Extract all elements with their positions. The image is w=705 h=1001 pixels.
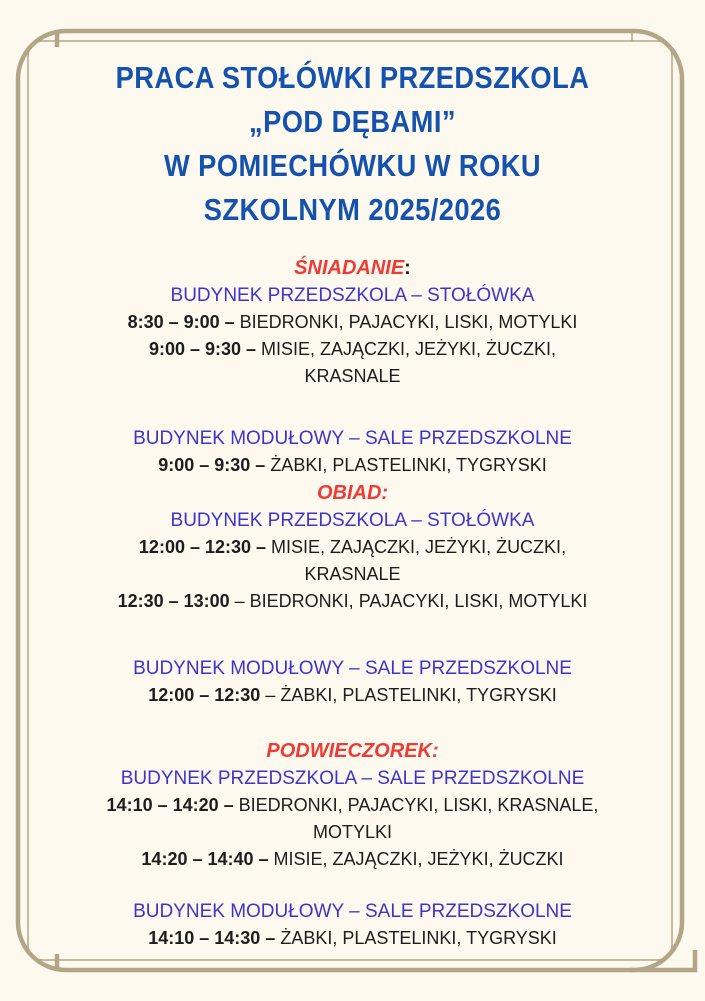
row-time: 12:00 – 12:30 – bbox=[138, 537, 267, 557]
row-groups: MISIE, ZAJĄCZKI, JEŻYKI, ŻUCZKI, bbox=[256, 339, 557, 359]
building-header: BUDYNEK MODUŁOWY – SALE PRZEDSZKOLNE bbox=[133, 901, 572, 922]
section-breakfast bbox=[0, 254, 705, 479]
meal-header-breakfast bbox=[0, 254, 705, 282]
block-lunch-modular bbox=[0, 655, 705, 709]
row-time: 14:10 – 14:20 – bbox=[106, 795, 234, 815]
row-time: 14:20 – 14:40 – bbox=[141, 849, 269, 869]
title-line-2: „POD DĘBAMI” bbox=[249, 104, 456, 139]
title-line-4: SZKOLNYM 2025/2026 bbox=[203, 192, 502, 227]
row-groups: ŻABKI, PLASTELINKI, TYGRYSKI bbox=[265, 455, 547, 475]
schedule-row bbox=[0, 309, 705, 336]
schedule-row bbox=[0, 336, 705, 363]
section-snack bbox=[0, 737, 705, 952]
block-breakfast-main bbox=[0, 282, 705, 390]
building-header: BUDYNEK MODUŁOWY – SALE PRZEDSZKOLNE bbox=[133, 428, 572, 449]
schedule-row bbox=[0, 534, 705, 561]
row-groups: BIEDRONKI, PAJACYKI, LISKI, KRASNALE, bbox=[233, 795, 599, 815]
row-continuation: MOTYLKI bbox=[312, 822, 392, 842]
row-groups: ŻABKI, PLASTELINKI, TYGRYSKI bbox=[275, 928, 557, 948]
meal-name: ŚNIADANIE bbox=[294, 257, 405, 279]
block-snack-modular bbox=[0, 898, 705, 952]
document-title bbox=[0, 56, 705, 232]
row-groups: – ŻABKI, PLASTELINKI, TYGRYSKI bbox=[260, 685, 557, 705]
block-breakfast-modular bbox=[0, 425, 705, 479]
meal-header-lunch: OBIAD: bbox=[316, 482, 389, 504]
row-time: 12:30 – 13:00 bbox=[117, 591, 230, 611]
meal-header-snack: PODWIECZOREK: bbox=[266, 740, 439, 762]
building-header: BUDYNEK PRZEDSZKOLA – SALE PRZEDSZKOLNE bbox=[120, 768, 585, 789]
row-time: 9:00 – 9:30 – bbox=[148, 339, 257, 359]
schedule-document bbox=[0, 56, 705, 952]
row-continuation: KRASNALE bbox=[304, 366, 401, 386]
title-line-1: PRACA STOŁÓWKI PRZEDSZKOLA bbox=[115, 60, 590, 95]
schedule-row bbox=[0, 792, 705, 819]
schedule-row bbox=[0, 588, 705, 615]
row-groups: BIEDRONKI, PAJACYKI, LISKI, MOTYLKI bbox=[234, 312, 578, 332]
row-continuation: KRASNALE bbox=[304, 564, 401, 584]
schedule-row bbox=[0, 682, 705, 709]
section-lunch bbox=[0, 479, 705, 709]
building-header: BUDYNEK PRZEDSZKOLA – STOŁÓWKA bbox=[170, 285, 535, 306]
building-header: BUDYNEK MODUŁOWY – SALE PRZEDSZKOLNE bbox=[133, 658, 572, 679]
row-time: 9:00 – 9:30 – bbox=[158, 455, 266, 475]
row-time: 14:10 – 14:30 – bbox=[148, 928, 276, 948]
schedule-row bbox=[0, 925, 705, 952]
row-time: 8:30 – 9:00 – bbox=[127, 312, 235, 332]
row-groups: MISIE, ZAJĄCZKI, JEŻYKI, ŻUCZKI, bbox=[266, 537, 567, 557]
block-lunch-main bbox=[0, 507, 705, 615]
row-groups: MISIE, ZAJĄCZKI, JEŻYKI, ŻUCZKI bbox=[268, 849, 564, 869]
block-snack-main bbox=[0, 765, 705, 873]
row-groups: – BIEDRONKI, PAJACYKI, LISKI, MOTYLKI bbox=[229, 591, 588, 611]
title-line-3: W POMIECHÓWKU W ROKU bbox=[163, 148, 542, 183]
building-header: BUDYNEK PRZEDSZKOLA – STOŁÓWKA bbox=[170, 510, 535, 531]
schedule-row bbox=[0, 452, 705, 479]
row-time: 12:00 – 12:30 bbox=[148, 685, 261, 705]
meal-colon: : bbox=[404, 257, 411, 279]
schedule-row bbox=[0, 846, 705, 873]
